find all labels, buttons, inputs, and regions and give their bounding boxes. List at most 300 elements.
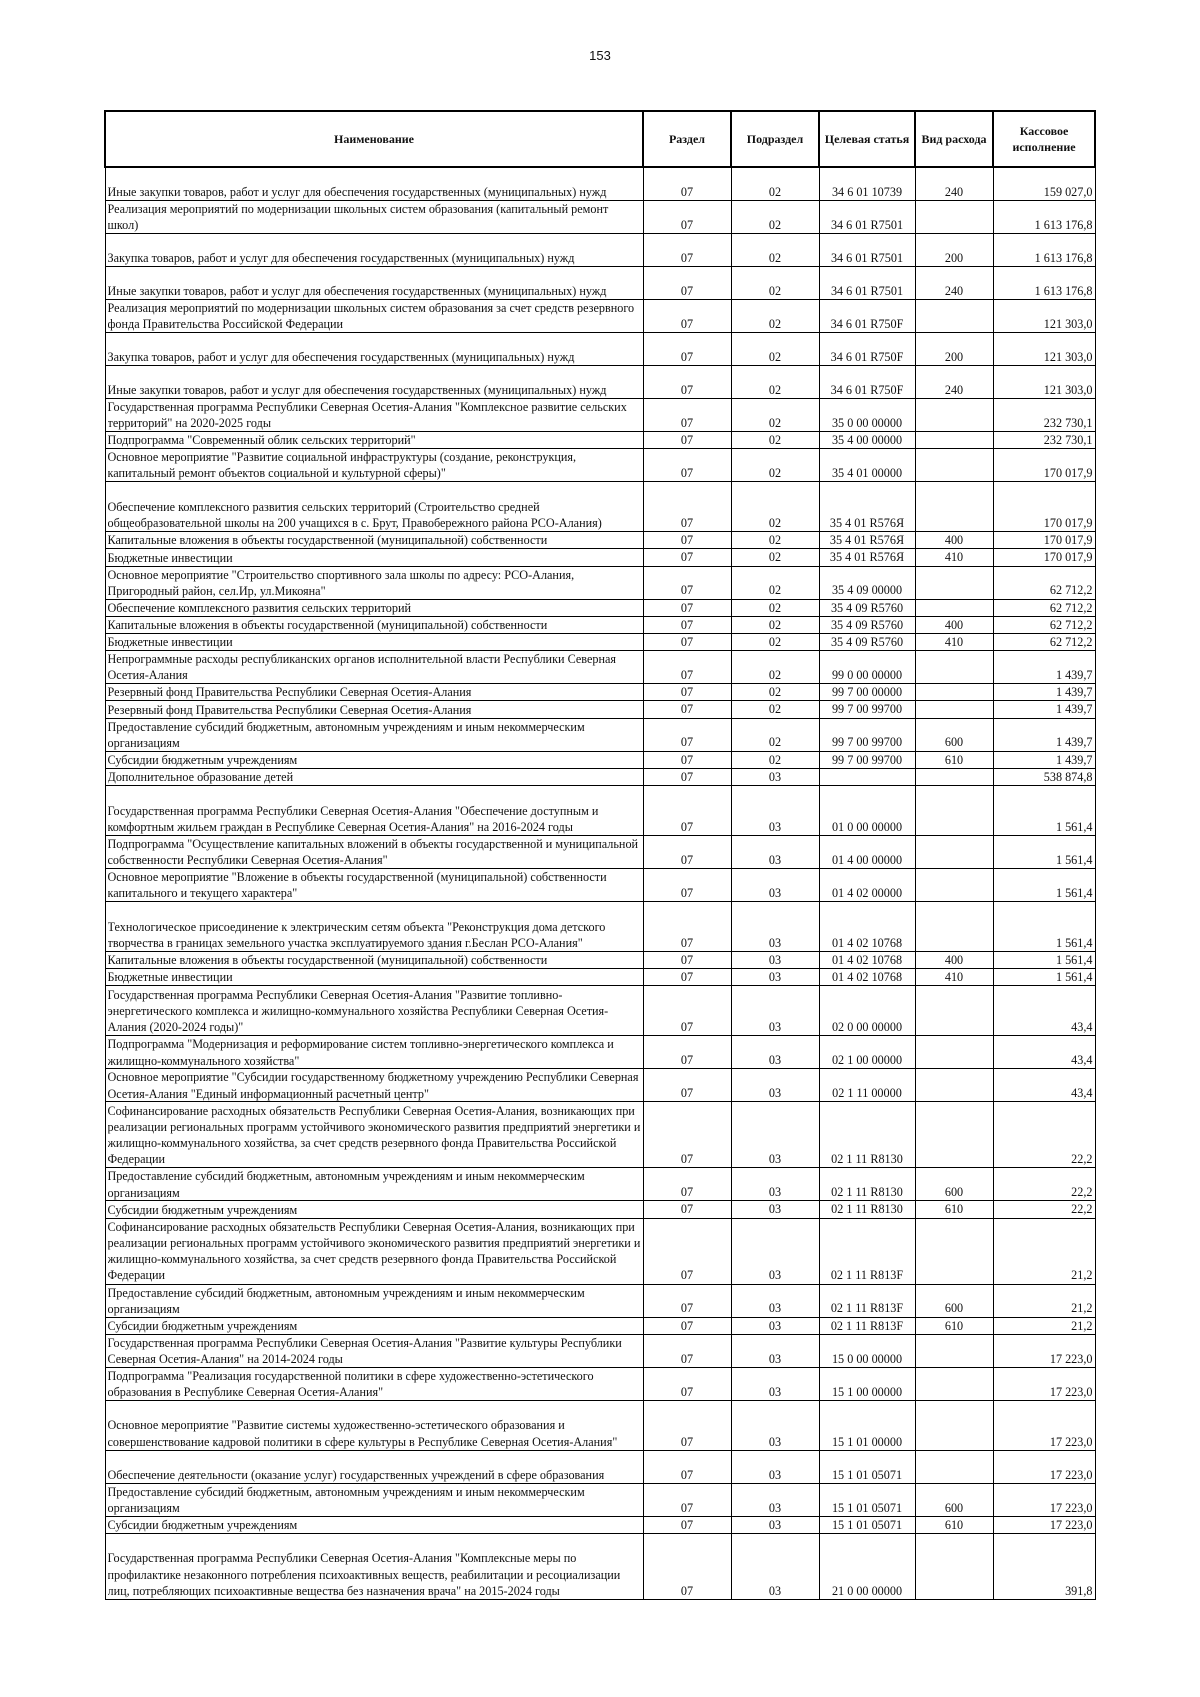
row-amount: 22,2 — [993, 1102, 1095, 1168]
table-row — [105, 432, 1095, 449]
row-type: 600 — [915, 718, 993, 751]
table-row — [105, 1400, 1095, 1450]
page-number: 153 — [589, 48, 611, 63]
header-type: Вид расхода — [915, 111, 993, 167]
row-amount: 232 730,1 — [993, 399, 1095, 432]
row-article: 15 1 01 05071 — [819, 1450, 915, 1483]
table-row — [105, 651, 1095, 684]
row-name-text: Иные закупки товаров, работ и услуг для обеспечения государственных (муниципальных) нужд — [107, 184, 607, 199]
row-type: 610 — [915, 1201, 993, 1218]
row-type — [915, 1367, 993, 1400]
row-type: 610 — [915, 1317, 993, 1334]
row-amount: 538 874,8 — [993, 768, 1095, 785]
row-section: 07 — [643, 768, 731, 785]
row-name — [105, 1334, 643, 1367]
row-name-text: Государственная программа Республики Северная Осетия-Алания "Комплексное развитие сельских территорий" на 2020-2025 годы — [107, 400, 627, 431]
row-amount: 391,8 — [993, 1534, 1095, 1600]
row-type: 600 — [915, 1168, 993, 1201]
row-subsection: 03 — [731, 836, 819, 869]
row-subsection: 02 — [731, 333, 819, 366]
row-section: 07 — [643, 167, 731, 201]
table-row — [105, 952, 1095, 969]
row-subsection: 03 — [731, 1102, 819, 1168]
row-name — [105, 969, 643, 986]
row-subsection: 03 — [731, 1483, 819, 1516]
row-amount: 22,2 — [993, 1201, 1095, 1218]
row-amount: 17 223,0 — [993, 1334, 1095, 1367]
row-subsection: 02 — [731, 234, 819, 267]
row-subsection: 02 — [731, 167, 819, 201]
row-section: 07 — [643, 902, 731, 952]
row-article: 15 0 00 00000 — [819, 1334, 915, 1367]
row-article: 99 7 00 00000 — [819, 684, 915, 701]
row-name-text: Технологическое присоединение к электрическим сетям объекта "Реконструкция дома детского творчества в границах земельного участка эксплуатируемого здания г.Беслан РСО-Алания" — [107, 919, 606, 950]
row-article: 35 4 09 R5760 — [819, 599, 915, 616]
row-name-text: Бюджетные инвестиции — [107, 970, 233, 985]
row-section: 07 — [643, 1218, 731, 1284]
row-name-text: Софинансирование расходных обязательств Республики Северная Осетия-Алания, возникающих при реализации региональных программ устойчивого экономического развития предприятий энергетики и жилищно-коммунального хозяйства, за счет средств резервного фонда Правительства Российской Федерации — [107, 1219, 641, 1283]
row-subsection: 02 — [731, 549, 819, 566]
row-subsection: 03 — [731, 1516, 819, 1533]
row-name-text: Основное мероприятие "Вложение в объекты государственной (муниципальной) собственности капитального и текущего характера" — [107, 870, 607, 901]
row-name — [105, 599, 643, 616]
row-name-text: Субсидии бюджетным учреждениям — [107, 1518, 298, 1533]
row-type: 400 — [915, 532, 993, 549]
table-row — [105, 969, 1095, 986]
table-row — [105, 684, 1095, 701]
row-subsection: 03 — [731, 1036, 819, 1069]
row-type — [915, 1069, 993, 1102]
row-subsection: 03 — [731, 1218, 819, 1284]
table-row — [105, 751, 1095, 768]
row-name-text: Предоставление субсидий бюджетным, автономным учреждениям и иным некоммерческим организациям — [107, 719, 585, 750]
row-name-text: Софинансирование расходных обязательств Республики Северная Осетия-Алания, возникающих при реализации региональных программ устойчивого экономического развития предприятий энергетики и жилищно-коммунального хозяйства, за счет средств резервного фонда Правительства Российской Федерации — [107, 1103, 641, 1167]
row-name-text: Обеспечение комплексного развития сельских территорий — [107, 600, 412, 615]
row-subsection: 02 — [731, 399, 819, 432]
row-section: 07 — [643, 333, 731, 366]
row-amount: 1 613 176,8 — [993, 201, 1095, 234]
row-name-text: Подпрограмма "Реализация государственной политики в сфере художественно-эстетического образования в Республике Северная Осетия-Алания" — [107, 1368, 594, 1400]
row-section: 07 — [643, 836, 731, 869]
row-subsection: 02 — [731, 684, 819, 701]
row-name — [105, 300, 643, 333]
table-row — [105, 786, 1095, 836]
row-name — [105, 684, 643, 701]
row-amount: 17 223,0 — [993, 1367, 1095, 1400]
row-section: 07 — [643, 952, 731, 969]
row-section: 07 — [643, 399, 731, 432]
row-name-text: Капитальные вложения в объекты государственной (муниципальной) собственности — [107, 953, 548, 968]
row-section: 07 — [643, 1534, 731, 1600]
row-name-text: Реализация мероприятий по модернизации школьных систем образования (капитальный ремонт школ) — [107, 202, 609, 233]
row-amount: 21,2 — [993, 1317, 1095, 1334]
row-name-text: Государственная программа Республики Северная Осетия-Алания "Обеспечение доступным и комфортным жильем граждан в Республике Северная Осетия-Алания" на 2016-2024 годы — [107, 803, 599, 834]
header-article: Целевая статья — [819, 111, 915, 167]
row-article: 34 6 01 R7501 — [819, 267, 915, 300]
row-section: 07 — [643, 1483, 731, 1516]
row-article: 99 0 00 00000 — [819, 651, 915, 684]
row-name — [105, 234, 643, 267]
row-article: 35 0 00 00000 — [819, 399, 915, 432]
row-amount: 17 223,0 — [993, 1400, 1095, 1450]
table-row — [105, 599, 1095, 616]
row-amount: 121 303,0 — [993, 366, 1095, 399]
row-subsection: 03 — [731, 986, 819, 1036]
row-type — [915, 432, 993, 449]
row-type: 410 — [915, 634, 993, 651]
row-name-text: Резервный фонд Правительства Республики Северная Осетия-Алания — [107, 702, 472, 717]
row-name-text: Резервный фонд Правительства Республики Северная Осетия-Алания — [107, 685, 472, 700]
row-subsection: 02 — [731, 366, 819, 399]
row-amount: 1 439,7 — [993, 718, 1095, 751]
row-type — [915, 902, 993, 952]
row-section: 07 — [643, 267, 731, 300]
row-section: 07 — [643, 234, 731, 267]
table-row — [105, 1168, 1095, 1201]
row-name-text: Закупка товаров, работ и услуг для обеспечения государственных (муниципальных) нужд — [107, 349, 575, 364]
row-amount: 170 017,9 — [993, 449, 1095, 482]
table-row — [105, 1516, 1095, 1533]
table-row — [105, 1069, 1095, 1102]
table-row — [105, 718, 1095, 751]
table-row — [105, 234, 1095, 267]
row-section: 07 — [643, 482, 731, 532]
row-article: 15 1 01 00000 — [819, 1400, 915, 1450]
row-amount: 170 017,9 — [993, 532, 1095, 549]
row-subsection: 02 — [731, 616, 819, 633]
row-name-text: Субсидии бюджетным учреждениям — [107, 752, 298, 767]
row-article: 01 0 00 00000 — [819, 786, 915, 836]
row-section: 07 — [643, 1334, 731, 1367]
row-name — [105, 449, 643, 482]
row-type: 240 — [915, 366, 993, 399]
row-subsection: 02 — [731, 300, 819, 333]
row-article: 02 1 00 00000 — [819, 1036, 915, 1069]
row-name — [105, 482, 643, 532]
row-name — [105, 786, 643, 836]
table-row — [105, 333, 1095, 366]
row-name — [105, 952, 643, 969]
row-amount: 17 223,0 — [993, 1516, 1095, 1533]
row-name — [105, 1400, 643, 1450]
row-amount: 1 561,4 — [993, 902, 1095, 952]
table-row — [105, 836, 1095, 869]
row-type — [915, 1400, 993, 1450]
row-name — [105, 768, 643, 785]
row-type — [915, 399, 993, 432]
row-name — [105, 167, 643, 201]
row-section: 07 — [643, 599, 731, 616]
row-article: 02 0 00 00000 — [819, 986, 915, 1036]
header-name: Наименование — [105, 111, 643, 167]
row-name — [105, 902, 643, 952]
row-name-text: Государственная программа Республики Северная Осетия-Алания "Комплексные меры по профилактике незаконного потребления психоактивных веществ, реабилитации и ресоциализации лиц, потребляющих психоактивные вещества без назначения врача" на 2015-2024 годы — [107, 1551, 621, 1598]
row-article: 02 1 11 R8130 — [819, 1168, 915, 1201]
row-name-text: Бюджетные инвестиции — [107, 550, 233, 565]
row-subsection: 03 — [731, 1534, 819, 1600]
row-article: 99 7 00 99700 — [819, 751, 915, 768]
header-section: Раздел — [643, 111, 731, 167]
table-row — [105, 1483, 1095, 1516]
row-section: 07 — [643, 300, 731, 333]
table-row — [105, 634, 1095, 651]
row-name — [105, 1483, 643, 1516]
row-type: 240 — [915, 267, 993, 300]
row-subsection: 03 — [731, 1450, 819, 1483]
row-article: 02 1 11 R813F — [819, 1218, 915, 1284]
row-section: 07 — [643, 549, 731, 566]
row-amount: 1 439,7 — [993, 684, 1095, 701]
row-section: 07 — [643, 634, 731, 651]
row-name-text: Капитальные вложения в объекты государственной (муниципальной) собственности — [107, 618, 548, 633]
row-section: 07 — [643, 432, 731, 449]
row-name-text: Дополнительное образование детей — [107, 770, 294, 785]
table-body — [105, 167, 1095, 1600]
row-section: 07 — [643, 1400, 731, 1450]
row-section: 07 — [643, 1102, 731, 1168]
row-name — [105, 651, 643, 684]
table-row — [105, 1367, 1095, 1400]
row-section: 07 — [643, 869, 731, 902]
row-article: 02 1 11 00000 — [819, 1069, 915, 1102]
row-subsection: 02 — [731, 718, 819, 751]
row-amount: 1 561,4 — [993, 869, 1095, 902]
table-row — [105, 1450, 1095, 1483]
row-name-text: Предоставление субсидий бюджетным, автономным учреждениям и иным некоммерческим организациям — [107, 1484, 585, 1516]
row-type: 240 — [915, 167, 993, 201]
row-name — [105, 333, 643, 366]
row-name-text: Подпрограмма "Модернизация и реформирование систем топливно-энергетического комплекса и жилищно-коммунального хозяйства" — [107, 1037, 614, 1068]
row-amount: 170 017,9 — [993, 482, 1095, 532]
row-article — [819, 768, 915, 785]
row-name — [105, 1516, 643, 1533]
row-section: 07 — [643, 786, 731, 836]
row-type — [915, 300, 993, 333]
table-row — [105, 532, 1095, 549]
row-article: 35 4 00 00000 — [819, 432, 915, 449]
row-name-text: Подпрограмма "Осуществление капитальных вложений в объекты государственной и муниципальной собственности Республики Северная Осетия-Алания" — [107, 837, 639, 868]
row-section: 07 — [643, 651, 731, 684]
row-article: 35 4 09 R5760 — [819, 616, 915, 633]
row-section: 07 — [643, 1201, 731, 1218]
row-section: 07 — [643, 1168, 731, 1201]
row-subsection: 02 — [731, 566, 819, 599]
row-subsection: 02 — [731, 201, 819, 234]
row-amount: 62 712,2 — [993, 566, 1095, 599]
row-section: 07 — [643, 1367, 731, 1400]
row-section: 07 — [643, 566, 731, 599]
row-article: 02 1 11 R8130 — [819, 1201, 915, 1218]
row-name — [105, 616, 643, 633]
row-type — [915, 599, 993, 616]
row-name-text: Обеспечение комплексного развития сельских территорий (Строительство средней общеобразовательной школы на 200 учащихся в с. Брут, Правобережного района РСО-Алания) — [107, 499, 602, 530]
row-section: 07 — [643, 718, 731, 751]
row-type — [915, 701, 993, 718]
row-subsection: 03 — [731, 1284, 819, 1317]
row-name-text: Иные закупки товаров, работ и услуг для обеспечения государственных (муниципальных) нужд — [107, 382, 607, 397]
row-amount: 62 712,2 — [993, 634, 1095, 651]
row-section: 07 — [643, 1317, 731, 1334]
row-article: 01 4 00 00000 — [819, 836, 915, 869]
row-amount: 43,4 — [993, 1036, 1095, 1069]
row-name — [105, 869, 643, 902]
row-name-text: Непрограммные расходы республиканских органов исполнительной власти Республики Северная Осетия-Алания — [107, 652, 616, 683]
row-amount: 43,4 — [993, 986, 1095, 1036]
row-amount: 1 439,7 — [993, 701, 1095, 718]
table-row — [105, 1334, 1095, 1367]
row-subsection: 02 — [731, 267, 819, 300]
row-subsection: 03 — [731, 1400, 819, 1450]
row-article: 01 4 02 10768 — [819, 969, 915, 986]
row-article: 01 4 02 10768 — [819, 952, 915, 969]
row-amount: 232 730,1 — [993, 432, 1095, 449]
row-article: 34 6 01 R750F — [819, 366, 915, 399]
row-amount: 1 561,4 — [993, 786, 1095, 836]
row-type: 610 — [915, 751, 993, 768]
table-header-row — [105, 111, 1095, 167]
row-article: 21 0 00 00000 — [819, 1534, 915, 1600]
row-name-text: Государственная программа Республики Северная Осетия-Алания "Развитие топливно-энергетического комплекса и жилищно-коммунального хозяйства Республики Северная Осетия-Алания (2020-2024 годы)" — [107, 987, 609, 1035]
table-row — [105, 482, 1095, 532]
row-name — [105, 836, 643, 869]
row-amount: 21,2 — [993, 1218, 1095, 1284]
row-type — [915, 566, 993, 599]
row-name-text: Основное мероприятие "Строительство спортивного зала школы по адресу: РСО-Алания, Пригородный район, сел.Ир, ул.Микояна" — [107, 567, 575, 598]
row-name-text: Обеспечение деятельности (оказание услуг) государственных учреждений в сфере образования — [107, 1467, 605, 1482]
row-article: 01 4 02 00000 — [819, 869, 915, 902]
table-row — [105, 986, 1095, 1036]
row-amount: 170 017,9 — [993, 549, 1095, 566]
row-subsection: 03 — [731, 869, 819, 902]
row-article: 34 6 01 R750F — [819, 333, 915, 366]
table-row — [105, 1317, 1095, 1334]
row-name — [105, 1201, 643, 1218]
row-name — [105, 718, 643, 751]
row-type — [915, 482, 993, 532]
table-row — [105, 701, 1095, 718]
row-amount: 1 561,4 — [993, 836, 1095, 869]
row-name — [105, 1317, 643, 1334]
row-article: 15 1 00 00000 — [819, 1367, 915, 1400]
row-subsection: 03 — [731, 768, 819, 785]
row-section: 07 — [643, 1069, 731, 1102]
row-article: 34 6 01 10739 — [819, 167, 915, 201]
row-type — [915, 836, 993, 869]
row-article: 34 6 01 R7501 — [819, 201, 915, 234]
row-type — [915, 1102, 993, 1168]
row-section: 07 — [643, 684, 731, 701]
row-section: 07 — [643, 969, 731, 986]
row-name — [105, 532, 643, 549]
table-row — [105, 167, 1095, 201]
row-amount: 17 223,0 — [993, 1450, 1095, 1483]
table-row — [105, 300, 1095, 333]
row-amount: 22,2 — [993, 1168, 1095, 1201]
row-name-text: Бюджетные инвестиции — [107, 635, 233, 650]
row-amount: 62 712,2 — [993, 599, 1095, 616]
row-name — [105, 1367, 643, 1400]
row-section: 07 — [643, 532, 731, 549]
row-subsection: 02 — [731, 751, 819, 768]
row-subsection: 03 — [731, 1317, 819, 1334]
row-amount: 1 561,4 — [993, 969, 1095, 986]
row-subsection: 02 — [731, 482, 819, 532]
row-section: 07 — [643, 701, 731, 718]
row-section: 07 — [643, 201, 731, 234]
row-type — [915, 1036, 993, 1069]
row-subsection: 03 — [731, 969, 819, 986]
row-article: 01 4 02 10768 — [819, 902, 915, 952]
row-name — [105, 432, 643, 449]
row-name-text: Подпрограмма "Современный облик сельских территорий" — [107, 433, 416, 448]
row-amount: 17 223,0 — [993, 1483, 1095, 1516]
row-amount: 1 561,4 — [993, 952, 1095, 969]
row-article: 34 6 01 R7501 — [819, 234, 915, 267]
row-subsection: 03 — [731, 1069, 819, 1102]
row-subsection: 03 — [731, 786, 819, 836]
row-article: 99 7 00 99700 — [819, 701, 915, 718]
row-type — [915, 768, 993, 785]
row-name-text: Субсидии бюджетным учреждениям — [107, 1202, 298, 1217]
budget-table — [104, 110, 1096, 1600]
row-type — [915, 869, 993, 902]
row-amount: 62 712,2 — [993, 616, 1095, 633]
row-subsection: 02 — [731, 634, 819, 651]
row-type — [915, 449, 993, 482]
row-type — [915, 986, 993, 1036]
row-name-text: Основное мероприятие "Субсидии государственному бюджетному учреждению Республики Северная Осетия-Алания "Единый информационный расчетный центр" — [107, 1070, 639, 1101]
row-type — [915, 1218, 993, 1284]
row-subsection: 02 — [731, 599, 819, 616]
row-article: 35 4 01 R576Я — [819, 549, 915, 566]
row-subsection: 03 — [731, 1367, 819, 1400]
row-type: 600 — [915, 1284, 993, 1317]
row-name — [105, 1168, 643, 1201]
table-row — [105, 366, 1095, 399]
table-row — [105, 267, 1095, 300]
row-name — [105, 201, 643, 234]
row-amount: 43,4 — [993, 1069, 1095, 1102]
table-row — [105, 549, 1095, 566]
table-row — [105, 1036, 1095, 1069]
row-section: 07 — [643, 1036, 731, 1069]
row-name — [105, 751, 643, 768]
row-amount: 21,2 — [993, 1284, 1095, 1317]
row-section: 07 — [643, 449, 731, 482]
row-amount: 1 439,7 — [993, 751, 1095, 768]
row-article: 15 1 01 05071 — [819, 1516, 915, 1533]
row-type — [915, 1450, 993, 1483]
row-name — [105, 701, 643, 718]
table-row — [105, 201, 1095, 234]
row-name-text: Предоставление субсидий бюджетным, автономным учреждениям и иным некоммерческим организациям — [107, 1169, 585, 1200]
row-subsection: 02 — [731, 701, 819, 718]
row-name-text: Основное мероприятие "Развитие социальной инфраструктуры (создание, реконструкция, капитальный ремонт объектов социальной и культурной сферы)" — [107, 450, 577, 481]
header-amount: Кассовое исполнение — [993, 111, 1095, 167]
row-type: 410 — [915, 969, 993, 986]
row-section: 07 — [643, 986, 731, 1036]
row-name — [105, 1102, 643, 1168]
row-amount: 1 613 176,8 — [993, 234, 1095, 267]
row-name — [105, 1284, 643, 1317]
table-row — [105, 399, 1095, 432]
table-row — [105, 1284, 1095, 1317]
row-name-text: Государственная программа Республики Северная Осетия-Алания "Развитие культуры Республики Северная Осетия-Алания" на 2014-2024 годы — [107, 1335, 622, 1367]
row-type: 600 — [915, 1483, 993, 1516]
header-subsection: Подраздел — [731, 111, 819, 167]
row-subsection: 03 — [731, 902, 819, 952]
row-subsection: 03 — [731, 1334, 819, 1367]
